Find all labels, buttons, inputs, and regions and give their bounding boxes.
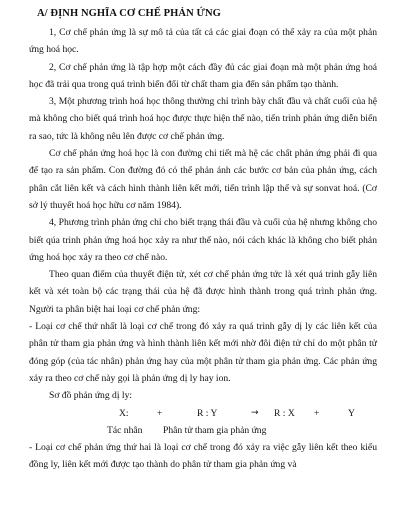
paragraph-electron-theory: Theo quan điểm của thuyết điện tử, xét cơ chế phản ứng tức là xét quá trình gẫy liên kết và xét toàn bộ các trạng thái của hệ đã được hình thành trong quá trình phản ứng. Người ta phân biệt hai loại cơ chế phản ứng: <box>29 269 377 315</box>
paragraph-heterolytic: - Loại cơ chế thứ nhất là loại cơ chế trong đó xảy ra quá trình gẫy dị ly các liên kết của phân tử tham gia phản ứng và hình thành liên kết mới nhờ đôi điện tử chỉ do một phân tử đóng góp (của tác nhân) phản ứng hay của một phân tử tham gia phản ứng. Các phản ứng xảy ra theo cơ chế này gọi là phản ứng dị ly hay ion. <box>29 321 377 384</box>
scheme-title: Sơ đồ phản ứng dị ly: <box>49 390 133 402</box>
reaction-arrow: → <box>251 407 259 418</box>
reaction-labels <box>29 422 377 439</box>
plus-sign: + <box>157 407 163 419</box>
paragraph-definition-2: 2, Cơ chế phản ứng là tập hợp một cách đầy đủ các giai đoạn mà một phản ứng hoá học đã trải qua trong quá trình biến đổi từ chất tham gia đến sản phẩm tạo thành. <box>29 61 377 90</box>
section-heading: A/ ĐỊNH NGHĨA CƠ CHẾ PHẢN ỨNG <box>37 8 221 19</box>
reactant-nucleophile: X: <box>119 407 129 419</box>
label-participant: Phân tử tham gia phản ứng <box>163 424 267 436</box>
paragraph-definition-3: 3, Một phương trình hoá học thông thường chỉ trình bày chất đầu và chất cuối của hệ mà không cho biết quá trình hoá học được thực hiện thế nào, tiến trình phản ứng diễn biến ra sao, tức là không nêu lên được cơ chế phản ứng. <box>29 96 377 142</box>
reaction-equation <box>29 405 377 422</box>
paragraph-definition-4: 4, Phương trình phản ứng chỉ cho biết trạng thái đầu và cuối của hệ nhưng không cho biết qúa trình phản ứng hoá học xảy ra như thế nào, nói cách khác là không cho biết phản ứng hoá học xảy ra theo cơ chế nào. <box>29 217 377 263</box>
label-agent: Tác nhân <box>107 424 143 436</box>
paragraph-mechanism-path: Cơ chế phản ứng hoá học là con đường chi tiết mà hệ các chất phản ứng phải đi qua để tạo ra sản phẩm. Con đường đó có thể phản ánh các bước cơ bản của phản ứng, cách phân cắt liên kết và cách hình thành liên kết mới, tiến trình lập thể và sự sonvat hoá. (Cơ sở lý thuyết hoá học hữu cơ năm 1984). <box>29 148 377 211</box>
paragraph-homolytic: - Loại cơ chế phản ứng thứ hai là loại cơ chế trong đó xảy ra việc gẫy liên kết theo kiểu đồng ly, liên kết mới được tạo thành do phân tử tham gia phản ứng và <box>29 442 377 471</box>
plus-sign-2: + <box>314 407 320 419</box>
product: R : X <box>274 407 295 419</box>
substrate: R : Y <box>197 407 218 419</box>
leaving-group: Y <box>348 407 355 419</box>
paragraph-definition-1: 1, Cơ chế phản ứng là sự mô tả của tất cả các giai đoạn có thể xảy ra của một phản ứng hoá học. <box>29 27 377 56</box>
